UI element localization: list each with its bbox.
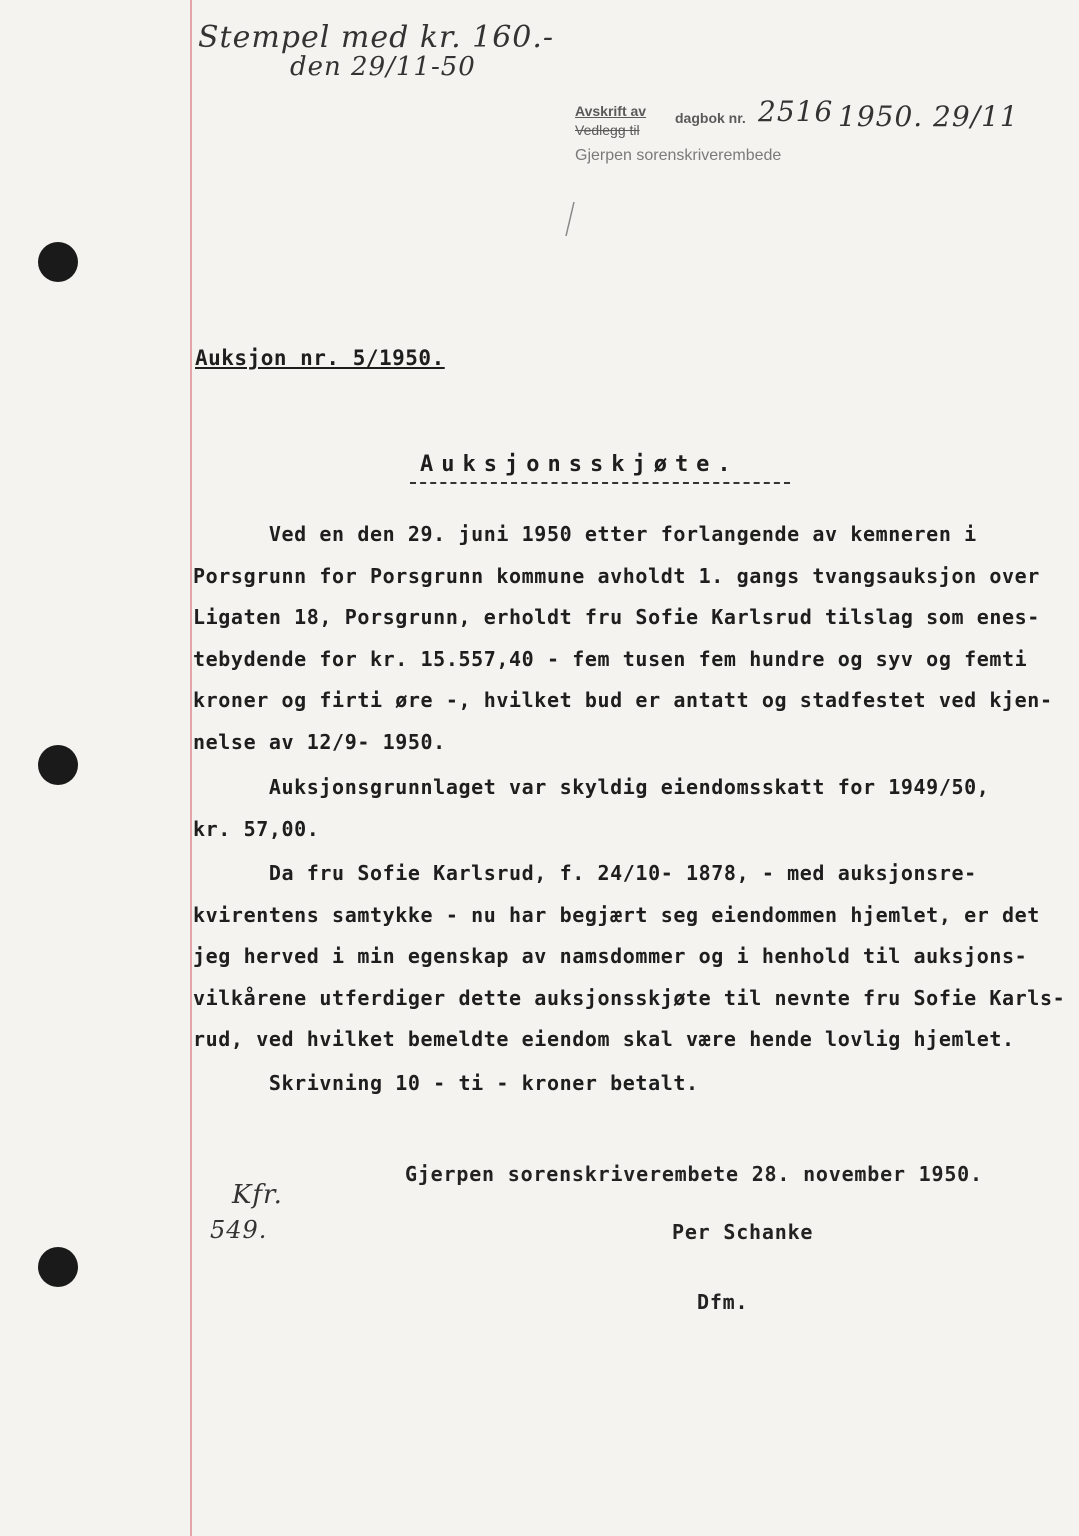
text-line: kvirentens samtykke - nu har begjært seg eiendommen hjemlet, er det (193, 902, 1040, 927)
text-line: jeg herved i min egenskap av namsdommer og i henhold til auksjons- (193, 944, 1028, 968)
punch-hole-bottom (38, 1247, 78, 1287)
signatory-title: Dfm. (697, 1290, 749, 1314)
handwritten-initials-line1: Kfr. (232, 1180, 283, 1210)
signatory-name: Per Schanke (672, 1220, 814, 1244)
stamp-year-date: 1950. 29/11 (838, 100, 1019, 133)
text-line: kr. 57,00. (193, 816, 320, 841)
text-line: rud, ved hvilket bemeldte eiendom skal være hende lovlig hjemlet. (193, 1027, 1015, 1051)
auction-reference: Auksjon nr. 5/1950. (195, 346, 445, 370)
text-line: tebydende for kr. 15.557,40 - fem tusen fem hundre og syv og femti (193, 646, 1028, 671)
paragraph-2 (193, 767, 1053, 850)
text-line: Skrivning 10 - ti - kroner betalt. (193, 1071, 699, 1095)
heading-underline (410, 482, 790, 484)
text-line: Ved en den 29. juni 1950 etter forlangende av kemneren i (193, 522, 977, 546)
margin-line (190, 0, 192, 1536)
paragraph-3 (193, 853, 1066, 1061)
handwritten-note-line1: Stempel med kr. 160.- (198, 20, 555, 55)
punch-hole-middle (38, 745, 78, 785)
document-heading: Auksjonsskjøte. (420, 452, 739, 477)
stamp-avskrift: Avskrift av (575, 103, 647, 119)
stamp-office: Gjerpen sorenskriverembede (575, 147, 782, 164)
text-line: kroner og firti øre -, hvilket bud er antatt og stadfestet ved kjen- (193, 688, 1053, 712)
handwritten-initials-line2: 549. (210, 1216, 268, 1244)
text-line: Auksjonsgrunnlaget var skyldig eiendomsskatt for 1949/50, (193, 775, 990, 799)
text-line: vilkårene utferdiger dette auksjonsskjøte til nevnte fru Sofie Karls- (193, 985, 1066, 1010)
stamp-vedlegg: Vedlegg til (575, 122, 640, 138)
text-line: nelse av 12/9- 1950. (193, 729, 446, 754)
text-line: Ligaten 18, Porsgrunn, erholdt fru Sofie Karlsrud tilslag som enes- (193, 605, 1040, 629)
text-line: Porsgrunn for Porsgrunn kommune avholdt 1. gangs tvangsauksjon over (193, 563, 1040, 588)
pencil-mark (560, 200, 580, 240)
paragraph-1 (193, 514, 1053, 763)
handwritten-note-line2: den 29/11-50 (290, 52, 476, 82)
stamp-dagbok-label: dagbok nr. (675, 110, 746, 126)
paragraph-4 (193, 1063, 1053, 1105)
stamp-dagbok-number: 2516 (758, 95, 834, 128)
text-line: Da fru Sofie Karlsrud, f. 24/10- 1878, - med auksjonsre- (193, 861, 977, 885)
punch-hole-top (38, 242, 78, 282)
place-date: Gjerpen sorenskriverembete 28. november 1950. (405, 1162, 983, 1186)
